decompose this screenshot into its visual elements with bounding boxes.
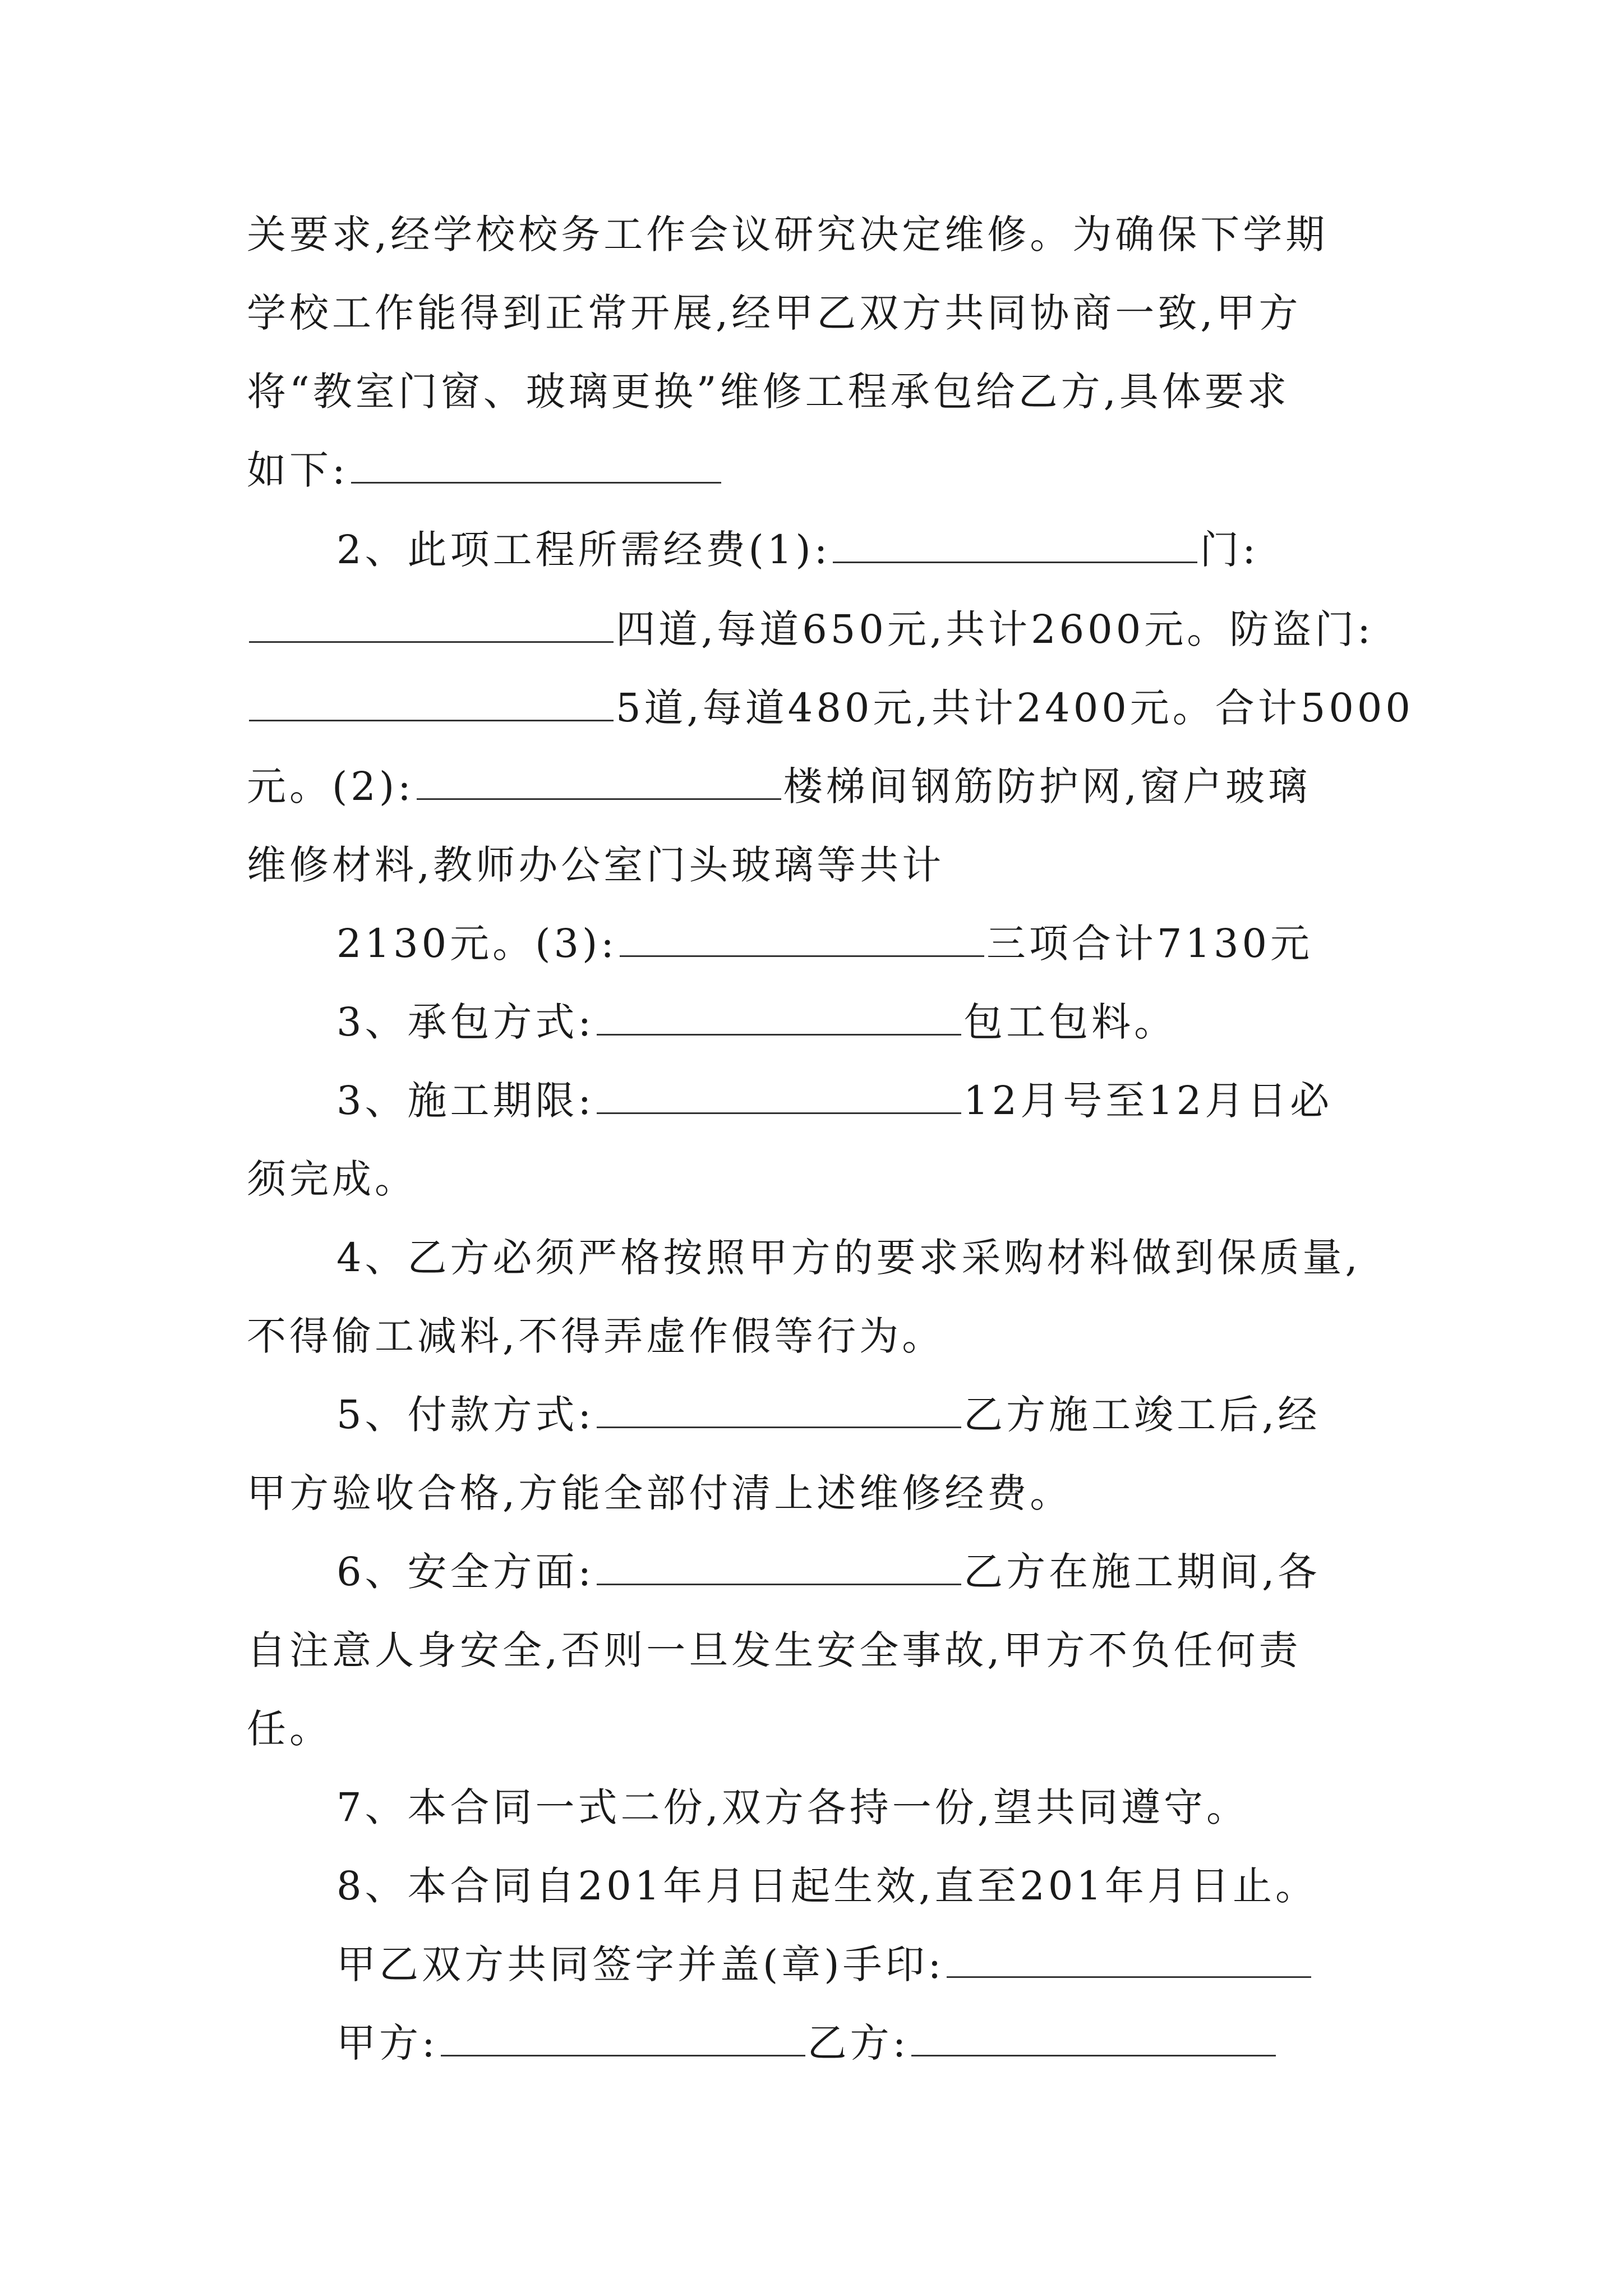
period-prefix: 3、施工期限: (336, 1078, 595, 1124)
period-blank[interactable] (597, 1080, 961, 1114)
paragraph-line (336, 1230, 1361, 1286)
cost-item-3-blank[interactable] (620, 923, 984, 957)
paragraph-line (336, 1936, 1313, 1993)
intro-line-4: 如下: (247, 447, 349, 493)
cost-line-6-suffix: 三项合计7130元 (986, 921, 1313, 967)
paragraph-line (247, 442, 723, 498)
signature-blank[interactable] (947, 1944, 1311, 1978)
signature-row (336, 2015, 1278, 2071)
safety-line-3: 任。 (247, 1706, 332, 1752)
paragraph-line (247, 1151, 417, 1207)
cost-line-1-prefix: 2、此项工程所需经费(1): (336, 527, 831, 573)
intro-line-1: 关要求,经学校校务工作会议研究决定维修。为确保下学期 (247, 211, 1329, 257)
cost-line-1-suffix: 门: (1200, 527, 1259, 573)
intro-line-3: 将“教室门窗、玻璃更换”维修工程承包给乙方,具体要求 (247, 369, 1290, 415)
paragraph-line (247, 1465, 1072, 1521)
item4-line-2: 不得偷工减料,不得弄虚作假等行为。 (247, 1313, 945, 1359)
paragraph-line (247, 285, 1302, 341)
door-count-blank[interactable] (249, 609, 614, 643)
requirements-blank[interactable] (351, 449, 721, 484)
paragraph-line (247, 1308, 944, 1364)
contract-method-blank[interactable] (597, 1001, 961, 1036)
safety-blank[interactable] (597, 1551, 961, 1585)
safety-suffix: 乙方在施工期间,各 (963, 1549, 1321, 1595)
paragraph-line (336, 1779, 1249, 1835)
paragraph-line (247, 680, 1414, 736)
cost-item-1-blank[interactable] (833, 529, 1197, 563)
party-b-blank[interactable] (911, 2022, 1276, 2056)
party-a-blank[interactable] (441, 2022, 805, 2056)
period-suffix: 12月号至12月日必 (963, 1078, 1333, 1124)
paragraph-line (336, 1073, 1332, 1129)
paragraph-line (247, 1701, 332, 1757)
cost-line-3: 5道,每道480元,共计2400元。合计5000 (616, 685, 1414, 731)
safety-prefix: 6、安全方面: (336, 1549, 595, 1595)
signature-intro: 甲乙双方共同签字并盖(章)手印: (336, 1941, 945, 1987)
item8-text: 8、本合同自201年月日起生效,直至201年月日止。 (336, 1863, 1318, 1909)
paragraph-line (336, 915, 1313, 972)
paragraph-line (247, 601, 1374, 657)
paragraph-line (336, 1544, 1320, 1600)
cost-line-4-prefix: 元。(2): (247, 763, 414, 809)
contract-method-prefix: 3、承包方式: (336, 999, 595, 1045)
paragraph-line (247, 1622, 1302, 1678)
payment-prefix: 5、付款方式: (336, 1392, 595, 1438)
intro-line-2: 学校工作能得到正常开展,经甲乙双方共同协商一致,甲方 (247, 290, 1302, 336)
item4-line-1: 4、乙方必须严格按照甲方的要求采购材料做到保质量, (336, 1235, 1361, 1281)
payment-line-2: 甲方验收合格,方能全部付清上述维修经费。 (247, 1470, 1073, 1516)
cost-line-2: 四道,每道650元,共计2600元。防盗门: (616, 606, 1374, 652)
paragraph-line (336, 994, 1177, 1050)
safety-line-2: 自注意人身安全,否则一旦发生安全事故,甲方不负任何责 (247, 1627, 1302, 1673)
payment-blank[interactable] (597, 1394, 961, 1428)
paragraph-line (336, 522, 1259, 578)
paragraph-line (336, 1387, 1320, 1443)
party-a-label: 甲方: (336, 2020, 439, 2066)
paragraph-line (336, 1858, 1318, 1914)
party-b-label: 乙方: (807, 2020, 910, 2066)
item7-text: 7、本合同一式二份,双方各持一份,望共同遵守。 (336, 1784, 1249, 1830)
paragraph-line (247, 837, 944, 893)
period-line-2: 须完成。 (247, 1156, 417, 1202)
cost-line-5: 维修材料,教师办公室门头玻璃等共计 (247, 842, 945, 888)
cost-line-4-suffix: 楼梯间钢筋防护网,窗户玻璃 (783, 763, 1311, 809)
payment-suffix: 乙方施工竣工后,经 (963, 1392, 1321, 1438)
cost-item-2-blank[interactable] (417, 766, 781, 800)
paragraph-line (247, 364, 1290, 420)
contract-method-suffix: 包工包料。 (963, 999, 1177, 1045)
cost-line-6-prefix: 2130元。(3): (336, 921, 617, 967)
security-door-blank[interactable] (249, 687, 614, 721)
paragraph-line (247, 758, 1311, 815)
paragraph-line (247, 206, 1328, 263)
